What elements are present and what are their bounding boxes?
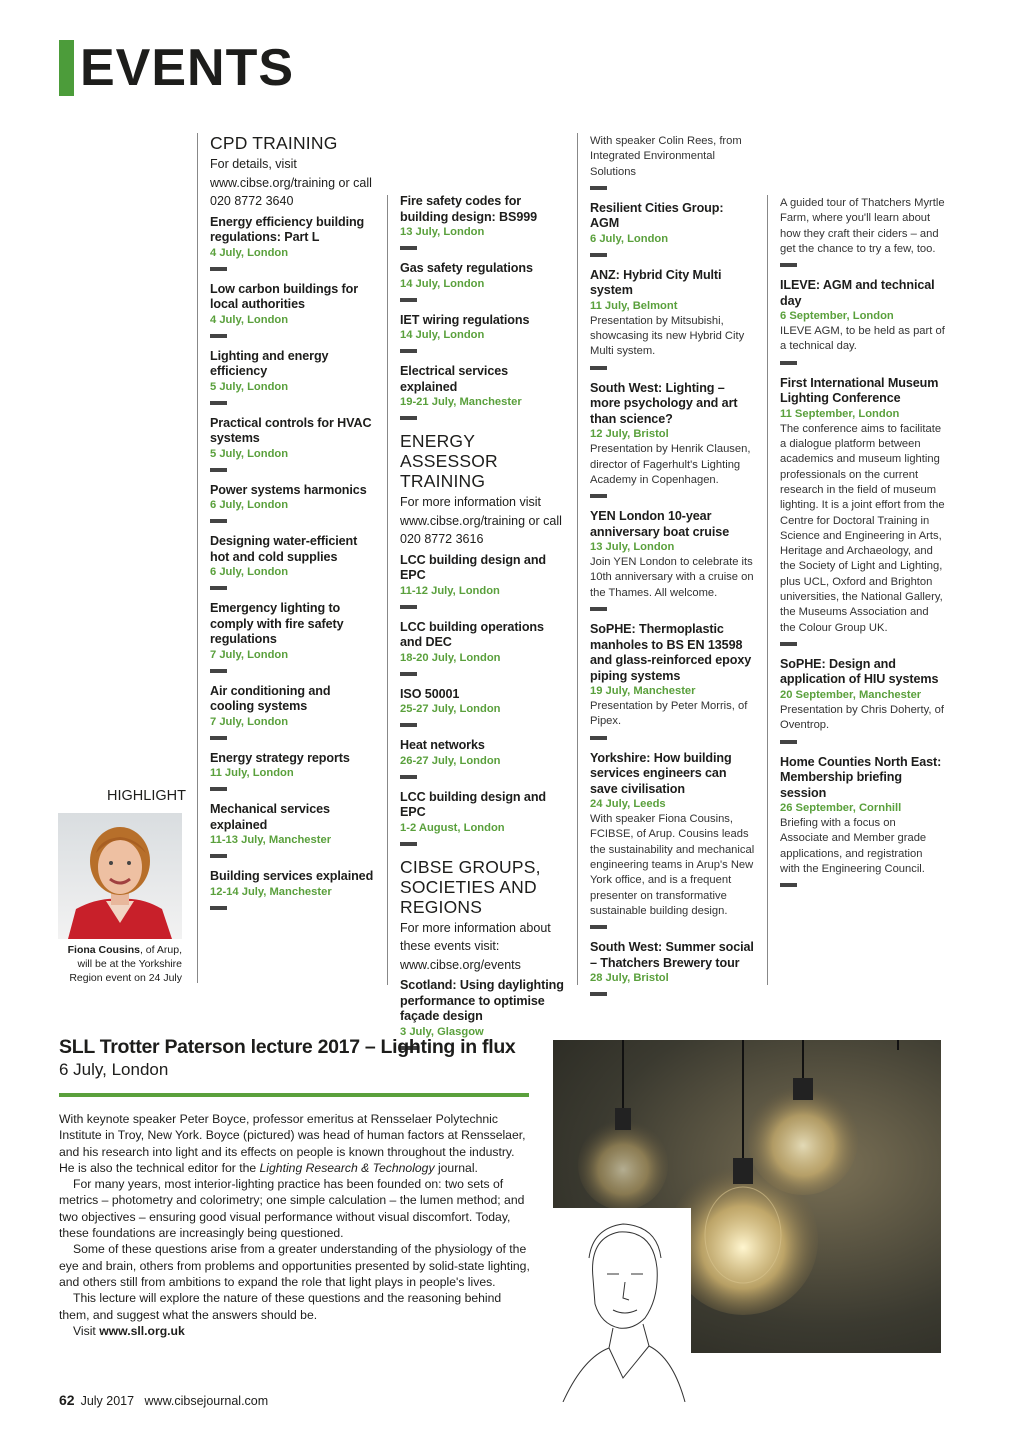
section-heading: CIBSE GROUPS, SOCIETIES AND REGIONS — [400, 856, 541, 917]
paragraph: Some of these questions arise from a greater understanding of the physiology of the eye and brain, others from problems and opportunities presented by solid-state lighting, and others still from ambitions to expand the role that light plays in people's lives. — [59, 1242, 530, 1289]
event-title: YEN London 10-year anniversary boat cruise — [590, 509, 730, 539]
highlight-caption — [58, 943, 182, 985]
event-item[interactable] — [210, 282, 375, 328]
event-item[interactable] — [590, 622, 755, 730]
event-date: 19 July, Manchester — [590, 685, 696, 698]
event-item[interactable] — [400, 790, 565, 836]
event-divider — [400, 246, 417, 250]
event-title: ISO 50001 — [400, 686, 460, 701]
event-title: Building services explained — [210, 869, 374, 883]
header-accent-bar — [59, 40, 74, 96]
event-title: Resilient Cities Group: AGM — [590, 200, 724, 231]
paragraph: For many years, most interior-lighting practice has been founded on: two sets of metrics – photometry and colorimetry; one simple calculation – the lumen method; and two objectives – ensuring good visual performance without visual discomfort. Today, these foundations are increasingly being questioned. — [59, 1177, 525, 1241]
paragraph: journal. — [434, 1160, 478, 1175]
event-description: A guided tour of Thatchers Myrtle Farm, where you'll learn about how they craft their ciders – and get the chance to try a few, too. — [780, 197, 945, 255]
event-title: South West: Lighting – more psychology and art than science? — [590, 380, 738, 426]
event-date: 5 July, London — [210, 447, 289, 460]
event-item[interactable] — [210, 684, 375, 730]
event-item[interactable] — [780, 755, 945, 878]
event-title: Fire safety codes for building design: BS999 — [400, 194, 538, 224]
event-divider — [210, 669, 227, 673]
event-title: Electrical services explained — [400, 364, 509, 394]
event-item[interactable] — [210, 483, 375, 514]
event-item[interactable] — [210, 601, 375, 663]
event-divider — [590, 736, 607, 740]
event-item[interactable] — [400, 978, 565, 1040]
event-item[interactable] — [590, 509, 755, 601]
event-divider — [590, 366, 607, 370]
event-title: ANZ: Hybrid City Multi system — [590, 267, 722, 298]
event-divider — [210, 334, 227, 338]
event-divider — [780, 361, 797, 365]
section-heading: CPD TRAINING — [210, 133, 338, 153]
event-title: Power systems harmonics — [210, 482, 367, 497]
event-description: With speaker Colin Rees, from Integrated Environmental Solutions — [590, 135, 742, 178]
event-date: 14 July, London — [400, 329, 485, 341]
event-title: SoPHE: Design and application of HIU systems — [780, 656, 939, 687]
event-date: 13 July, London — [590, 541, 675, 554]
event-date: 4 July, London — [210, 246, 289, 259]
event-divider — [590, 186, 607, 190]
column-divider — [767, 195, 768, 985]
event-description: The conference aims to facilitate a dialogue platform between academics and museum lighting professionals on the current research in the field of museum lighting. It is a joint effort from the Centre for Doctoral Training in Science and Engineering in Arts, Heritage and Archaeology, and the Society of Light and Lighting, plus UCL, Oxford and Brighton universities, the National Gallery, the Museums Association and the Colour Group UK. — [780, 422, 945, 634]
event-title: Energy efficiency building regulations: Part L — [210, 214, 365, 244]
event-title: LCC building operations and DEC — [400, 619, 544, 649]
event-divider — [210, 787, 227, 791]
event-item[interactable] — [400, 194, 565, 240]
event-date: 13 July, London — [400, 226, 485, 238]
event-date: 24 July, Leeds — [590, 798, 666, 811]
event-title: SoPHE: Thermoplastic manholes to BS EN 13598 and glass-reinforced epoxy piping systems — [590, 622, 752, 683]
event-date: 6 September, London — [780, 310, 894, 323]
event-item[interactable] — [780, 376, 945, 636]
event-title: Heat networks — [400, 738, 485, 752]
column-divider — [197, 133, 198, 983]
event-item[interactable] — [780, 657, 945, 734]
sll-link[interactable]: www.sll.org.uk — [99, 1323, 185, 1338]
event-divider — [210, 519, 227, 523]
event-divider — [400, 723, 417, 727]
event-item[interactable] — [210, 751, 375, 782]
page-title: EVENTS — [80, 39, 295, 97]
event-title: Low carbon buildings for local authorities — [210, 281, 359, 311]
page-footer — [59, 1392, 268, 1408]
event-item[interactable] — [590, 751, 755, 920]
event-date: 11 July, London — [210, 767, 294, 779]
event-date: 26-27 July, London — [400, 754, 501, 767]
event-item[interactable] — [210, 416, 375, 462]
event-divider — [400, 416, 417, 420]
event-date: 12-14 July, Manchester — [210, 885, 332, 898]
lecture-date: 6 July, London — [59, 1060, 169, 1079]
green-rule — [59, 1093, 529, 1097]
event-date: 26 September, Cornhill — [780, 802, 902, 815]
event-item[interactable] — [780, 278, 945, 355]
event-item[interactable] — [210, 349, 375, 395]
journal-name: Lighting Research & Technology — [259, 1160, 435, 1175]
event-date: 11 July, Belmont — [590, 299, 678, 312]
event-date: 20 September, Manchester — [780, 688, 922, 701]
event-divider — [400, 298, 417, 302]
event-title: LCC building design and EPC — [400, 552, 547, 582]
event-description: Presentation by Henrik Clausen, director of Fagerhult's Lighting Academy in Copenhagen. — [590, 443, 751, 486]
highlight-label: HIGHLIGHT — [107, 788, 186, 804]
issue-date: July 2017 — [80, 1394, 135, 1408]
event-description: Presentation by Mitsubishi, showcasing its new Hybrid City Multi system. — [590, 314, 745, 358]
event-item[interactable] — [590, 940, 755, 986]
page-number: 62 — [59, 1392, 75, 1408]
event-item[interactable] — [400, 313, 565, 344]
event-divider — [780, 740, 797, 744]
event-item[interactable] — [590, 268, 755, 360]
event-divider — [400, 605, 417, 609]
event-divider — [210, 586, 227, 590]
event-divider — [210, 906, 227, 910]
event-item[interactable] — [210, 215, 375, 261]
highlight-photo — [58, 813, 182, 939]
event-description: Join YEN London to celebrate its 10th anniversary with a cruise on the Thames. All welcome. — [590, 556, 754, 599]
caption-name: Fiona Cousins — [67, 944, 140, 956]
event-divider — [590, 925, 607, 929]
event-date: 6 July, London — [210, 566, 289, 578]
column-divider — [387, 195, 388, 985]
event-divider — [210, 468, 227, 472]
event-date: 12 July, Bristol — [590, 428, 669, 441]
visit-label: Visit — [73, 1323, 100, 1338]
event-title: First International Museum Lighting Conference — [780, 375, 939, 406]
event-divider — [210, 854, 227, 858]
paragraph: This lecture will explore the nature of these questions and the reasoning behind them, and suggest what the answers should be. — [59, 1291, 502, 1322]
event-divider — [400, 775, 417, 779]
event-divider — [400, 672, 417, 676]
event-item[interactable] — [590, 201, 755, 247]
event-title: Mechanical services explained — [210, 802, 330, 832]
event-item[interactable] — [400, 553, 565, 599]
event-title: South West: Summer social – Thatchers Brewery tour — [590, 940, 754, 970]
event-divider — [210, 267, 227, 271]
section-intro: For more information about these events visit: www.cibse.org/events — [400, 920, 551, 972]
event-date: 6 July, London — [210, 499, 289, 511]
event-date: 28 July, Bristol — [590, 972, 669, 985]
event-divider — [780, 883, 797, 887]
section-intro: For more information visit www.cibse.org/training or call 020 8772 3616 — [400, 495, 562, 546]
event-divider — [590, 607, 607, 611]
event-description: With speaker Fiona Cousins, FCIBSE, of Arup. Cousins leads the sustainability and mechanical engineering teams in Arup's New York office, and is a frequent presenter on transformative sustainable building design. — [590, 813, 755, 917]
event-date: 19-21 July, Manchester — [400, 396, 522, 408]
event-date: 11 September, London — [780, 407, 900, 420]
event-description: ILEVE AGM, to be held as part of a technical day. — [780, 325, 945, 353]
events-column-2 — [400, 194, 565, 1061]
event-item[interactable] — [400, 738, 565, 769]
journal-url[interactable]: www.cibsejournal.com — [144, 1394, 269, 1408]
event-divider — [590, 494, 607, 498]
lecture-body — [59, 1111, 531, 1339]
event-item[interactable] — [210, 802, 375, 848]
event-title: Designing water-efficient hot and cold supplies — [210, 534, 358, 564]
event-divider — [210, 401, 227, 405]
event-title: Lighting and energy efficiency — [210, 348, 329, 378]
event-date: 11-13 July, Manchester — [210, 834, 332, 846]
column-divider — [577, 133, 578, 985]
event-title: Energy strategy reports — [210, 750, 350, 765]
event-date: 18-20 July, London — [400, 651, 501, 664]
event-divider — [210, 736, 227, 740]
event-date: 5 July, London — [210, 380, 289, 393]
event-date: 4 July, London — [210, 313, 289, 326]
portrait-sketch — [553, 1208, 691, 1402]
event-date: 3 July, Glasgow — [400, 1025, 484, 1038]
event-title: Yorkshire: How building services engineers can save civilisation — [590, 750, 732, 796]
event-description: Presentation by Chris Doherty, of Oventrop. — [780, 703, 944, 732]
event-date: 6 July, London — [590, 232, 669, 245]
event-description: Briefing with a focus on Associate and Member grade applications, and registration with the Engineering Council. — [780, 817, 927, 875]
event-item[interactable] — [210, 534, 375, 580]
event-date: 7 July, London — [210, 648, 289, 661]
event-divider — [780, 263, 797, 267]
event-title: ILEVE: AGM and technical day — [780, 278, 935, 308]
events-column-1 — [210, 133, 375, 921]
event-title: Gas safety regulations — [400, 261, 533, 275]
event-divider — [780, 642, 797, 646]
event-item[interactable] — [400, 687, 565, 718]
lecture-title: SLL Trotter Paterson lecture 2017 – Lighting in flux — [59, 1036, 516, 1058]
event-title: IET wiring regulations — [400, 312, 530, 327]
section-intro: For details, visit www.cibse.org/training or call 020 8772 3640 — [210, 157, 372, 208]
event-description: Presentation by Peter Morris, of Pipex. — [590, 700, 748, 728]
event-item[interactable] — [400, 261, 565, 292]
caption-text: , of Arup, will be at the Yorkshire Region event on 24 July — [69, 944, 182, 984]
event-date: 14 July, London — [400, 277, 485, 290]
event-date: 25-27 July, London — [400, 703, 501, 715]
event-date: 1-2 August, London — [400, 821, 505, 834]
section-heading: ENERGY ASSESSOR TRAINING — [400, 431, 498, 491]
events-column-3 — [590, 134, 755, 1007]
event-title: Emergency lighting to comply with fire safety regulations — [210, 601, 344, 646]
paragraph: With keynote speaker Peter Boyce, professor emeritus at Rensselaer Polytechnic Institute in Troy, New York. Boyce (pictured) was head of human factors at Rensselaer, and his research into light and its effects on people is known throughout the industry. He is also the technical editor for the — [59, 1112, 526, 1175]
event-title: Scotland: Using daylighting performance to optimise façade design — [400, 978, 564, 1023]
event-title: LCC building design and EPC — [400, 789, 547, 819]
event-divider — [590, 992, 607, 996]
event-divider — [400, 349, 417, 353]
event-title: Air conditioning and cooling systems — [210, 683, 331, 713]
events-column-4 — [780, 196, 945, 898]
event-title: Practical controls for HVAC systems — [210, 415, 372, 445]
event-item[interactable] — [210, 869, 375, 900]
event-date: 11-12 July, London — [400, 584, 500, 597]
event-item[interactable] — [400, 620, 565, 666]
event-date: 7 July, London — [210, 715, 289, 728]
event-divider — [400, 842, 417, 846]
event-divider — [590, 253, 607, 257]
event-title: Home Counties North East: Membership briefing session — [780, 754, 942, 800]
event-item[interactable] — [590, 381, 755, 488]
event-item[interactable] — [400, 364, 565, 410]
